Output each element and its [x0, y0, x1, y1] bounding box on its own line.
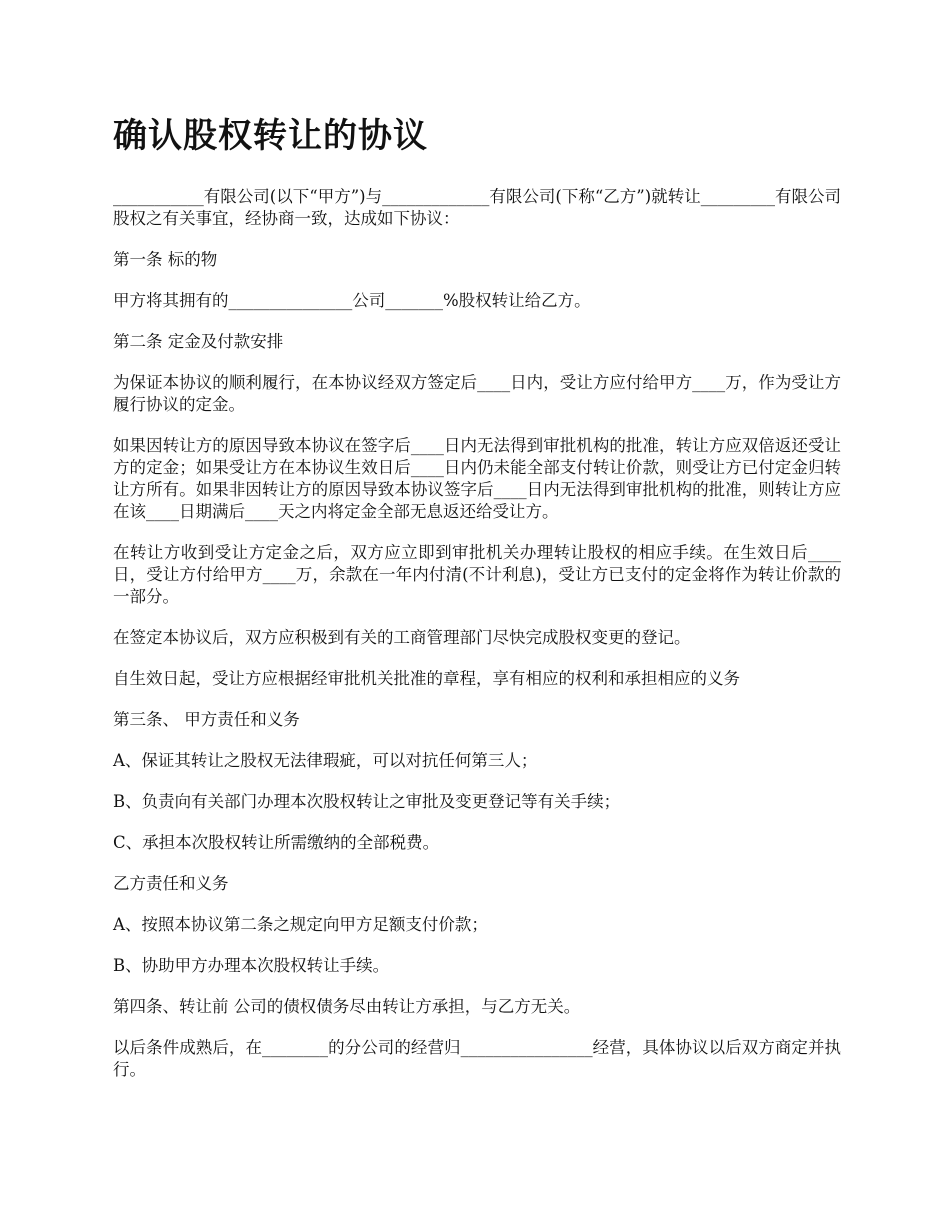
article2-paragraph-1: 为保证本协议的顺利履行，在本协议经双方签定后____日内，受让方应付给甲方____万，作为受让方履行协议的定金。: [113, 373, 841, 414]
article2-paragraph-2: 如果因转让方的原因导致本协议在签字后____日内无法得到审批机构的批准，转让方应双倍返还受让方的定金；如果受让方在本协议生效日后____日内仍未能全部支付转让价款，则受让方已付定金归转让方所有。如果非因转让方的原因导致本协议签字后____日内无法得到审批机构的批准，则转让方应在该____日期满后____天之内将定金全部无息返还给受让方。: [113, 436, 841, 521]
intro-paragraph: ___________有限公司(以下“甲方”)与_____________有限公司(下称“乙方”)就转让_________有限公司股权之有关事宜，经协商一致，达成如下协议：: [113, 187, 841, 228]
party-b-item-a: A、按照本协议第二条之规定向甲方足额支付价款；: [113, 915, 488, 934]
article3-item-a: A、保证其转让之股权无法律瑕疵，可以对抗任何第三人；: [113, 751, 538, 770]
article3-item-b: B、负责向有关部门办理本次股权转让之审批及变更登记等有关手续；: [113, 792, 621, 811]
article1-heading: 第一条 标的物: [113, 250, 218, 269]
article2-paragraph-4: 在签定本协议后，双方应积极到有关的工商管理部门尽快完成股权变更的登记。: [113, 628, 691, 647]
document-page: [113, 112, 841, 1100]
party-b-heading: 乙方责任和义务: [113, 874, 229, 893]
article2-paragraph-5: 自生效日起，受让方应根据经审批机关批准的章程，享有相应的权利和承担相应的义务: [113, 669, 740, 688]
article4-followup: 以后条件成熟后，在________的分公司的经营归________________经营，具体协议以后双方商定并执行。: [113, 1038, 841, 1079]
party-b-item-b: B、协助甲方办理本次股权转让手续。: [113, 956, 390, 975]
article1-text: 甲方将其拥有的_______________公司_______%股权转让给乙方。: [113, 291, 591, 310]
article3-heading: 第三条、 甲方责任和义务: [113, 710, 300, 729]
article4-text: 第四条、转让前 公司的债权债务尽由转让方承担，与乙方无关。: [113, 997, 581, 1016]
article2-paragraph-3: 在转让方收到受让方定金之后，双方应立即到审批机关办理转让股权的相应手续。在生效日后____日，受让方付给甲方____万，余款在一年内付清(不计利息)，受让方已支付的定金将作为转让价款的一部分。: [113, 543, 841, 606]
article2-heading: 第二条 定金及付款安排: [113, 332, 284, 351]
document-title: 确认股权转让的协议: [113, 116, 428, 156]
article3-item-c: C、承担本次股权转让所需缴纳的全部税费。: [113, 833, 440, 852]
